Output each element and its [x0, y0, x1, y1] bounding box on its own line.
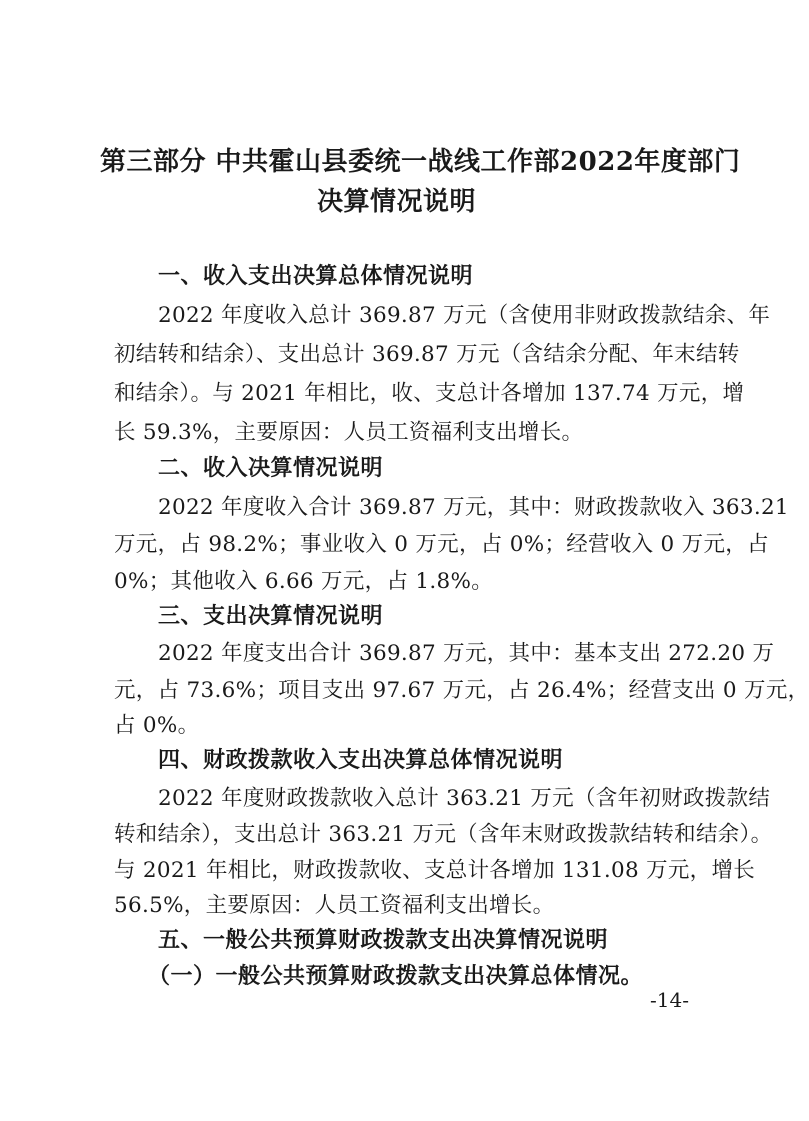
section-heading-1: 一、收入支出决算总体情况说明 — [158, 263, 474, 289]
paragraph-line: 2022 年度收入合计 369.87 万元，其中：财政拨款收入 363.21 — [158, 495, 789, 520]
paragraph-line: 2022 年度支出合计 369.87 万元，其中：基本支出 272.20 万 — [158, 641, 775, 666]
paragraph-line: 转和结余），支出总计 363.21 万元（含年末财政拨款结转和结余）。 — [114, 822, 773, 847]
page-number: -14- — [650, 988, 689, 1012]
paragraph-line: 2022 年度收入总计 369.87 万元（含使用非财政拨款结余、年 — [158, 303, 771, 328]
paragraph-line: 2022 年度财政拨款收入总计 363.21 万元（含年初财政拨款结 — [158, 786, 771, 811]
paragraph-line: 元，占 73.6%；项目支出 97.67 万元，占 26.4%；经营支出 0 万元， — [114, 678, 809, 703]
section-heading-5: 五、一般公共预算财政拨款支出决算情况说明 — [158, 927, 609, 953]
paragraph-line: 初结转和结余）、支出总计 369.87 万元（含结余分配、年末结转 — [114, 342, 740, 367]
paragraph-line: 和结余）。与 2021 年相比，收、支总计各增加 137.74 万元，增 — [114, 381, 745, 406]
page-title-line-2: 决算情况说明 — [316, 187, 476, 217]
paragraph-line: 占 0%。 — [114, 713, 200, 738]
paragraph-line: 56.5%，主要原因：人员工资福利支出增长。 — [114, 893, 555, 918]
paragraph-line: 长 59.3%，主要原因：人员工资福利支出增长。 — [114, 420, 584, 445]
section-heading-2: 二、收入决算情况说明 — [158, 455, 384, 481]
paragraph-line: 与 2021 年相比，财政拨款收、支总计各增加 131.08 万元，增长 — [114, 858, 756, 883]
paragraph-line: 万元，占 98.2%；事业收入 0 万元，占 0%；经营收入 0 万元，占 — [114, 532, 769, 557]
page-title-line-1: 第三部分 中共霍山县委统一战线工作部2022年度部门 — [100, 147, 741, 177]
subheading: （一）一般公共预算财政拨款支出决算总体情况。 — [148, 963, 644, 989]
paragraph-line: 0%；其他收入 6.66 万元，占 1.8%。 — [114, 569, 494, 594]
section-heading-3: 三、支出决算情况说明 — [158, 603, 384, 629]
section-heading-4: 四、财政拨款收入支出决算总体情况说明 — [158, 747, 564, 773]
